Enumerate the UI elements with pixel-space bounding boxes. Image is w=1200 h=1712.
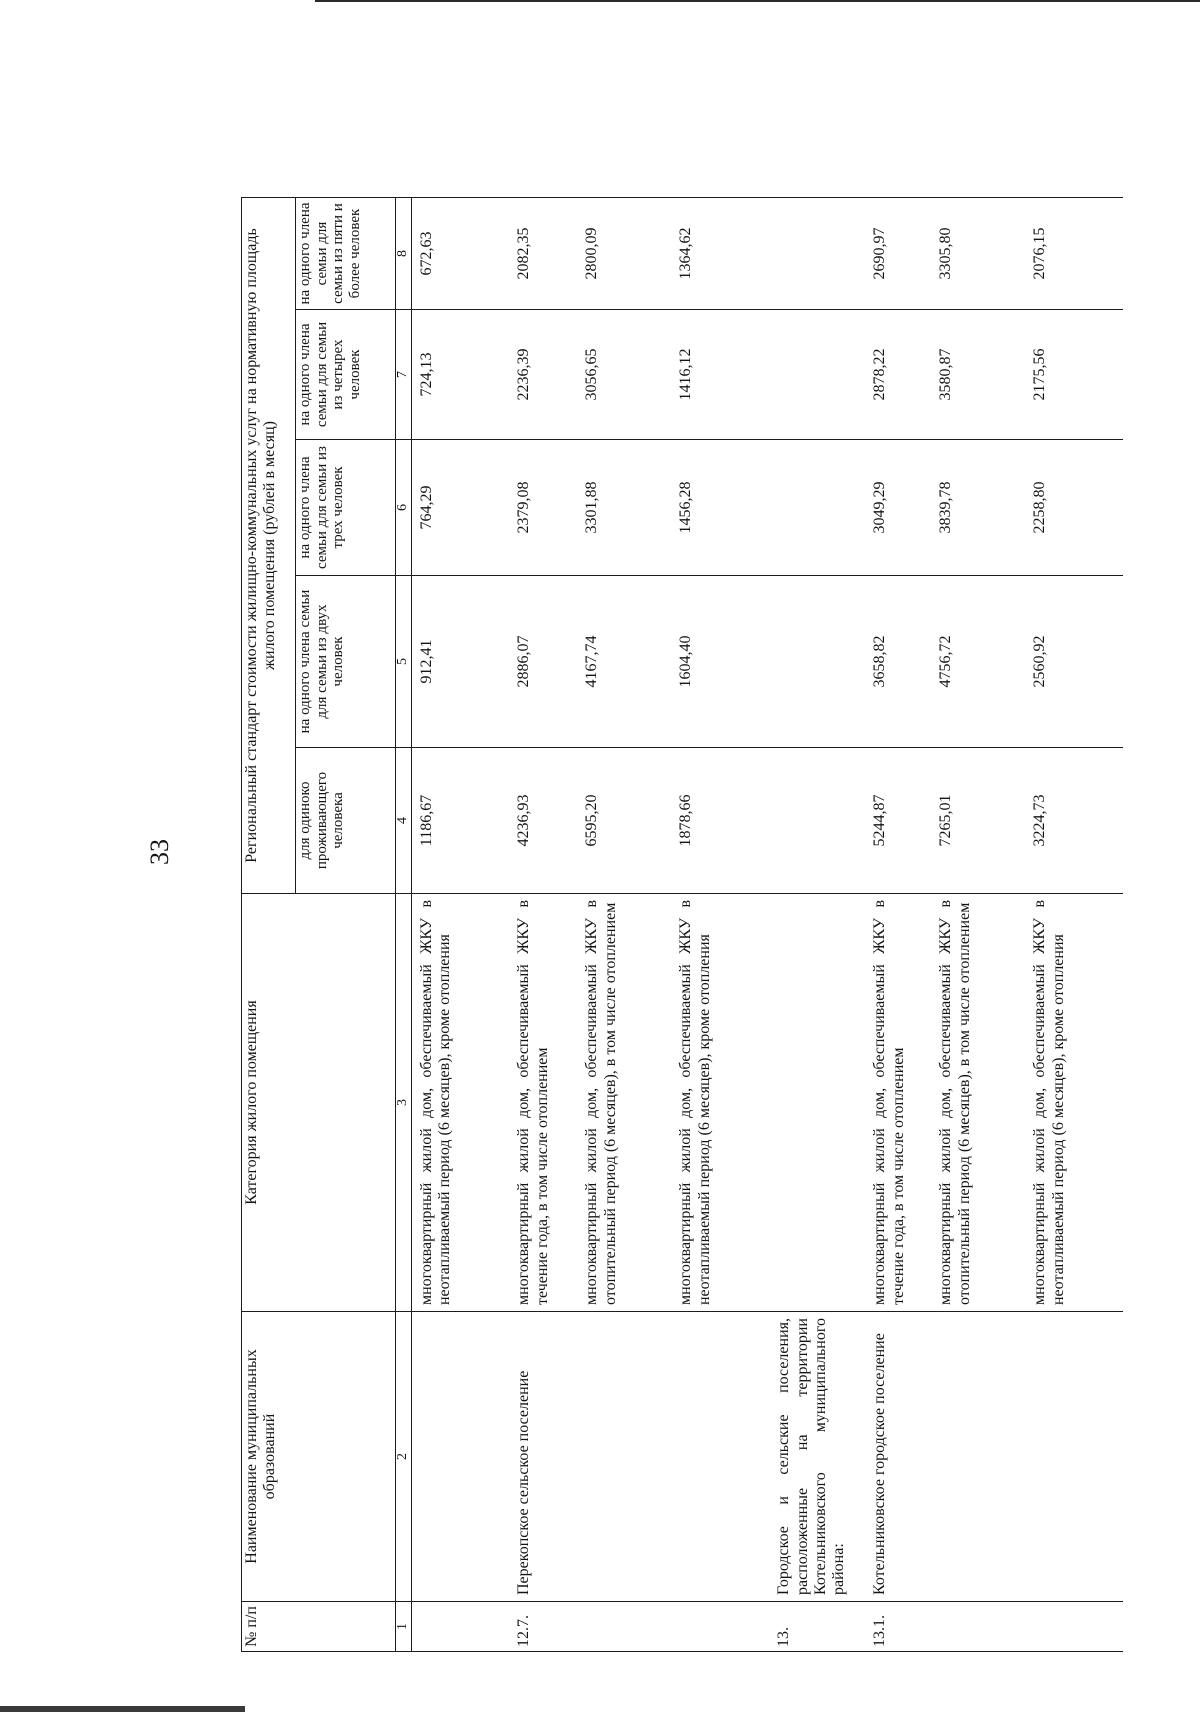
value-two: 912,41 (411, 576, 509, 748)
value-five: 2076,15 (1025, 198, 1123, 310)
municipality-name (931, 1312, 1025, 1602)
header-sub-single: для одиноко проживающего человека (296, 748, 396, 894)
value-five: 3305,80 (931, 198, 1025, 310)
value-single: 6595,20 (577, 748, 671, 894)
value-two: 4167,74 (577, 576, 671, 748)
value-four: 3580,87 (931, 310, 1025, 440)
value-five (769, 198, 865, 310)
value-single: 4236,93 (509, 748, 577, 894)
header-sub-four: на одного члена семьи для семьи из четырех человек (296, 310, 396, 440)
value-two: 1604,40 (671, 576, 769, 748)
table-row (509, 198, 577, 1652)
value-two: 4756,72 (931, 576, 1025, 748)
header-sub-three: на одного члена семьи для семьи из трех человек (296, 440, 396, 576)
value-single (769, 748, 865, 894)
tariff-table (241, 197, 1123, 1652)
header-col-category: Категория жилого помещения (242, 894, 396, 1312)
value-three: 764,29 (411, 440, 509, 576)
header-col-number: № п/п (242, 1602, 396, 1652)
row-number: 13.1. (865, 1602, 931, 1652)
header-sub-five: на одного члена семьи для семьи из пяти и более человек (296, 198, 396, 310)
column-number: 4 (396, 748, 412, 894)
table-row (671, 198, 769, 1652)
value-three: 2258,80 (1025, 440, 1123, 576)
table-row (865, 198, 931, 1652)
housing-category: многоквартирный жилой дом, обеспечиваемый ЖКУ в неотапливаемый период (6 месяцев), кроме отопления (411, 894, 509, 1312)
column-number: 8 (396, 198, 412, 310)
document-page (145, 60, 1075, 1652)
value-two: 3658,82 (865, 576, 931, 748)
housing-category: многоквартирный жилой дом, обеспечиваемый ЖКУ в отопительный период (6 месяцев), в том числе отоплением (577, 894, 671, 1312)
value-five: 2690,97 (865, 198, 931, 310)
value-two: 2886,07 (509, 576, 577, 748)
value-five: 1364,62 (671, 198, 769, 310)
header-sub-two: на одного члена семьи для семьи из двух человек (296, 576, 396, 748)
column-number: 7 (396, 310, 412, 440)
housing-category: многоквартирный жилой дом, обеспечиваемый ЖКУ в течение года, в том числе отоплением (509, 894, 577, 1312)
value-two: 2560,92 (1025, 576, 1123, 748)
table-row (577, 198, 671, 1652)
value-four: 2175,56 (1025, 310, 1123, 440)
column-number: 3 (396, 894, 412, 1312)
value-four: 3056,65 (577, 310, 671, 440)
housing-category: многоквартирный жилой дом, обеспечиваемый ЖКУ в неотапливаемый период (6 месяцев), кроме отопления (1025, 894, 1123, 1312)
housing-category (769, 894, 865, 1312)
value-three: 3049,29 (865, 440, 931, 576)
municipality-name (411, 1312, 509, 1602)
value-single: 3224,73 (1025, 748, 1123, 894)
column-number: 2 (396, 1312, 412, 1602)
value-three: 3301,88 (577, 440, 671, 576)
header-col-municipality: Наименование муниципальных образований (242, 1312, 396, 1602)
value-three (769, 440, 865, 576)
value-single: 5244,87 (865, 748, 931, 894)
value-two (769, 576, 865, 748)
municipality-name: Котельниковское городское поселение (865, 1312, 931, 1602)
scan-edge-bottom (0, 1706, 245, 1712)
housing-category: многоквартирный жилой дом, обеспечиваемый ЖКУ в неотапливаемый период (6 месяцев), кроме отопления (671, 894, 769, 1312)
housing-category: многоквартирный жилой дом, обеспечиваемый ЖКУ в отопительный период (6 месяцев), в том числе отоплением (931, 894, 1025, 1312)
scan-edge-top (315, 0, 1200, 2)
table-row (769, 198, 865, 1652)
value-four: 724,13 (411, 310, 509, 440)
page-number: 33 (145, 839, 174, 865)
value-single: 1878,66 (671, 748, 769, 894)
row-number (931, 1602, 1025, 1652)
header-group-standard: Региональный стандарт стоимости жилищно-коммунальных услуг на нормативную площадь жилого помещения (рублей в месяц) (242, 198, 296, 894)
table-row (931, 198, 1025, 1652)
value-four: 1416,12 (671, 310, 769, 440)
value-five: 672,63 (411, 198, 509, 310)
value-five: 2800,09 (577, 198, 671, 310)
value-four (769, 310, 865, 440)
row-number: 13. (769, 1602, 865, 1652)
row-number (671, 1602, 769, 1652)
row-number (411, 1602, 509, 1652)
housing-category: многоквартирный жилой дом, обеспечиваемый ЖКУ в течение года, в том числе отоплением (865, 894, 931, 1312)
value-four: 2878,22 (865, 310, 931, 440)
municipality-name (671, 1312, 769, 1602)
table-row (411, 198, 509, 1652)
column-number: 5 (396, 576, 412, 748)
municipality-name (577, 1312, 671, 1602)
column-number: 1 (396, 1602, 412, 1652)
table-row (1025, 198, 1123, 1652)
column-number: 6 (396, 440, 412, 576)
value-three: 3839,78 (931, 440, 1025, 576)
value-single: 7265,01 (931, 748, 1025, 894)
value-four: 2236,39 (509, 310, 577, 440)
municipality-name: Городское и сельские поселения, расположенные на территории Котельниковского муниципального района: (769, 1312, 865, 1602)
value-single: 1186,67 (411, 748, 509, 894)
value-three: 1456,28 (671, 440, 769, 576)
row-number (1025, 1602, 1123, 1652)
row-number (577, 1602, 671, 1652)
value-five: 2082,35 (509, 198, 577, 310)
municipality-name (1025, 1312, 1123, 1602)
value-three: 2379,08 (509, 440, 577, 576)
municipality-name: Перекопское сельское поселение (509, 1312, 577, 1602)
row-number: 12.7. (509, 1602, 577, 1652)
